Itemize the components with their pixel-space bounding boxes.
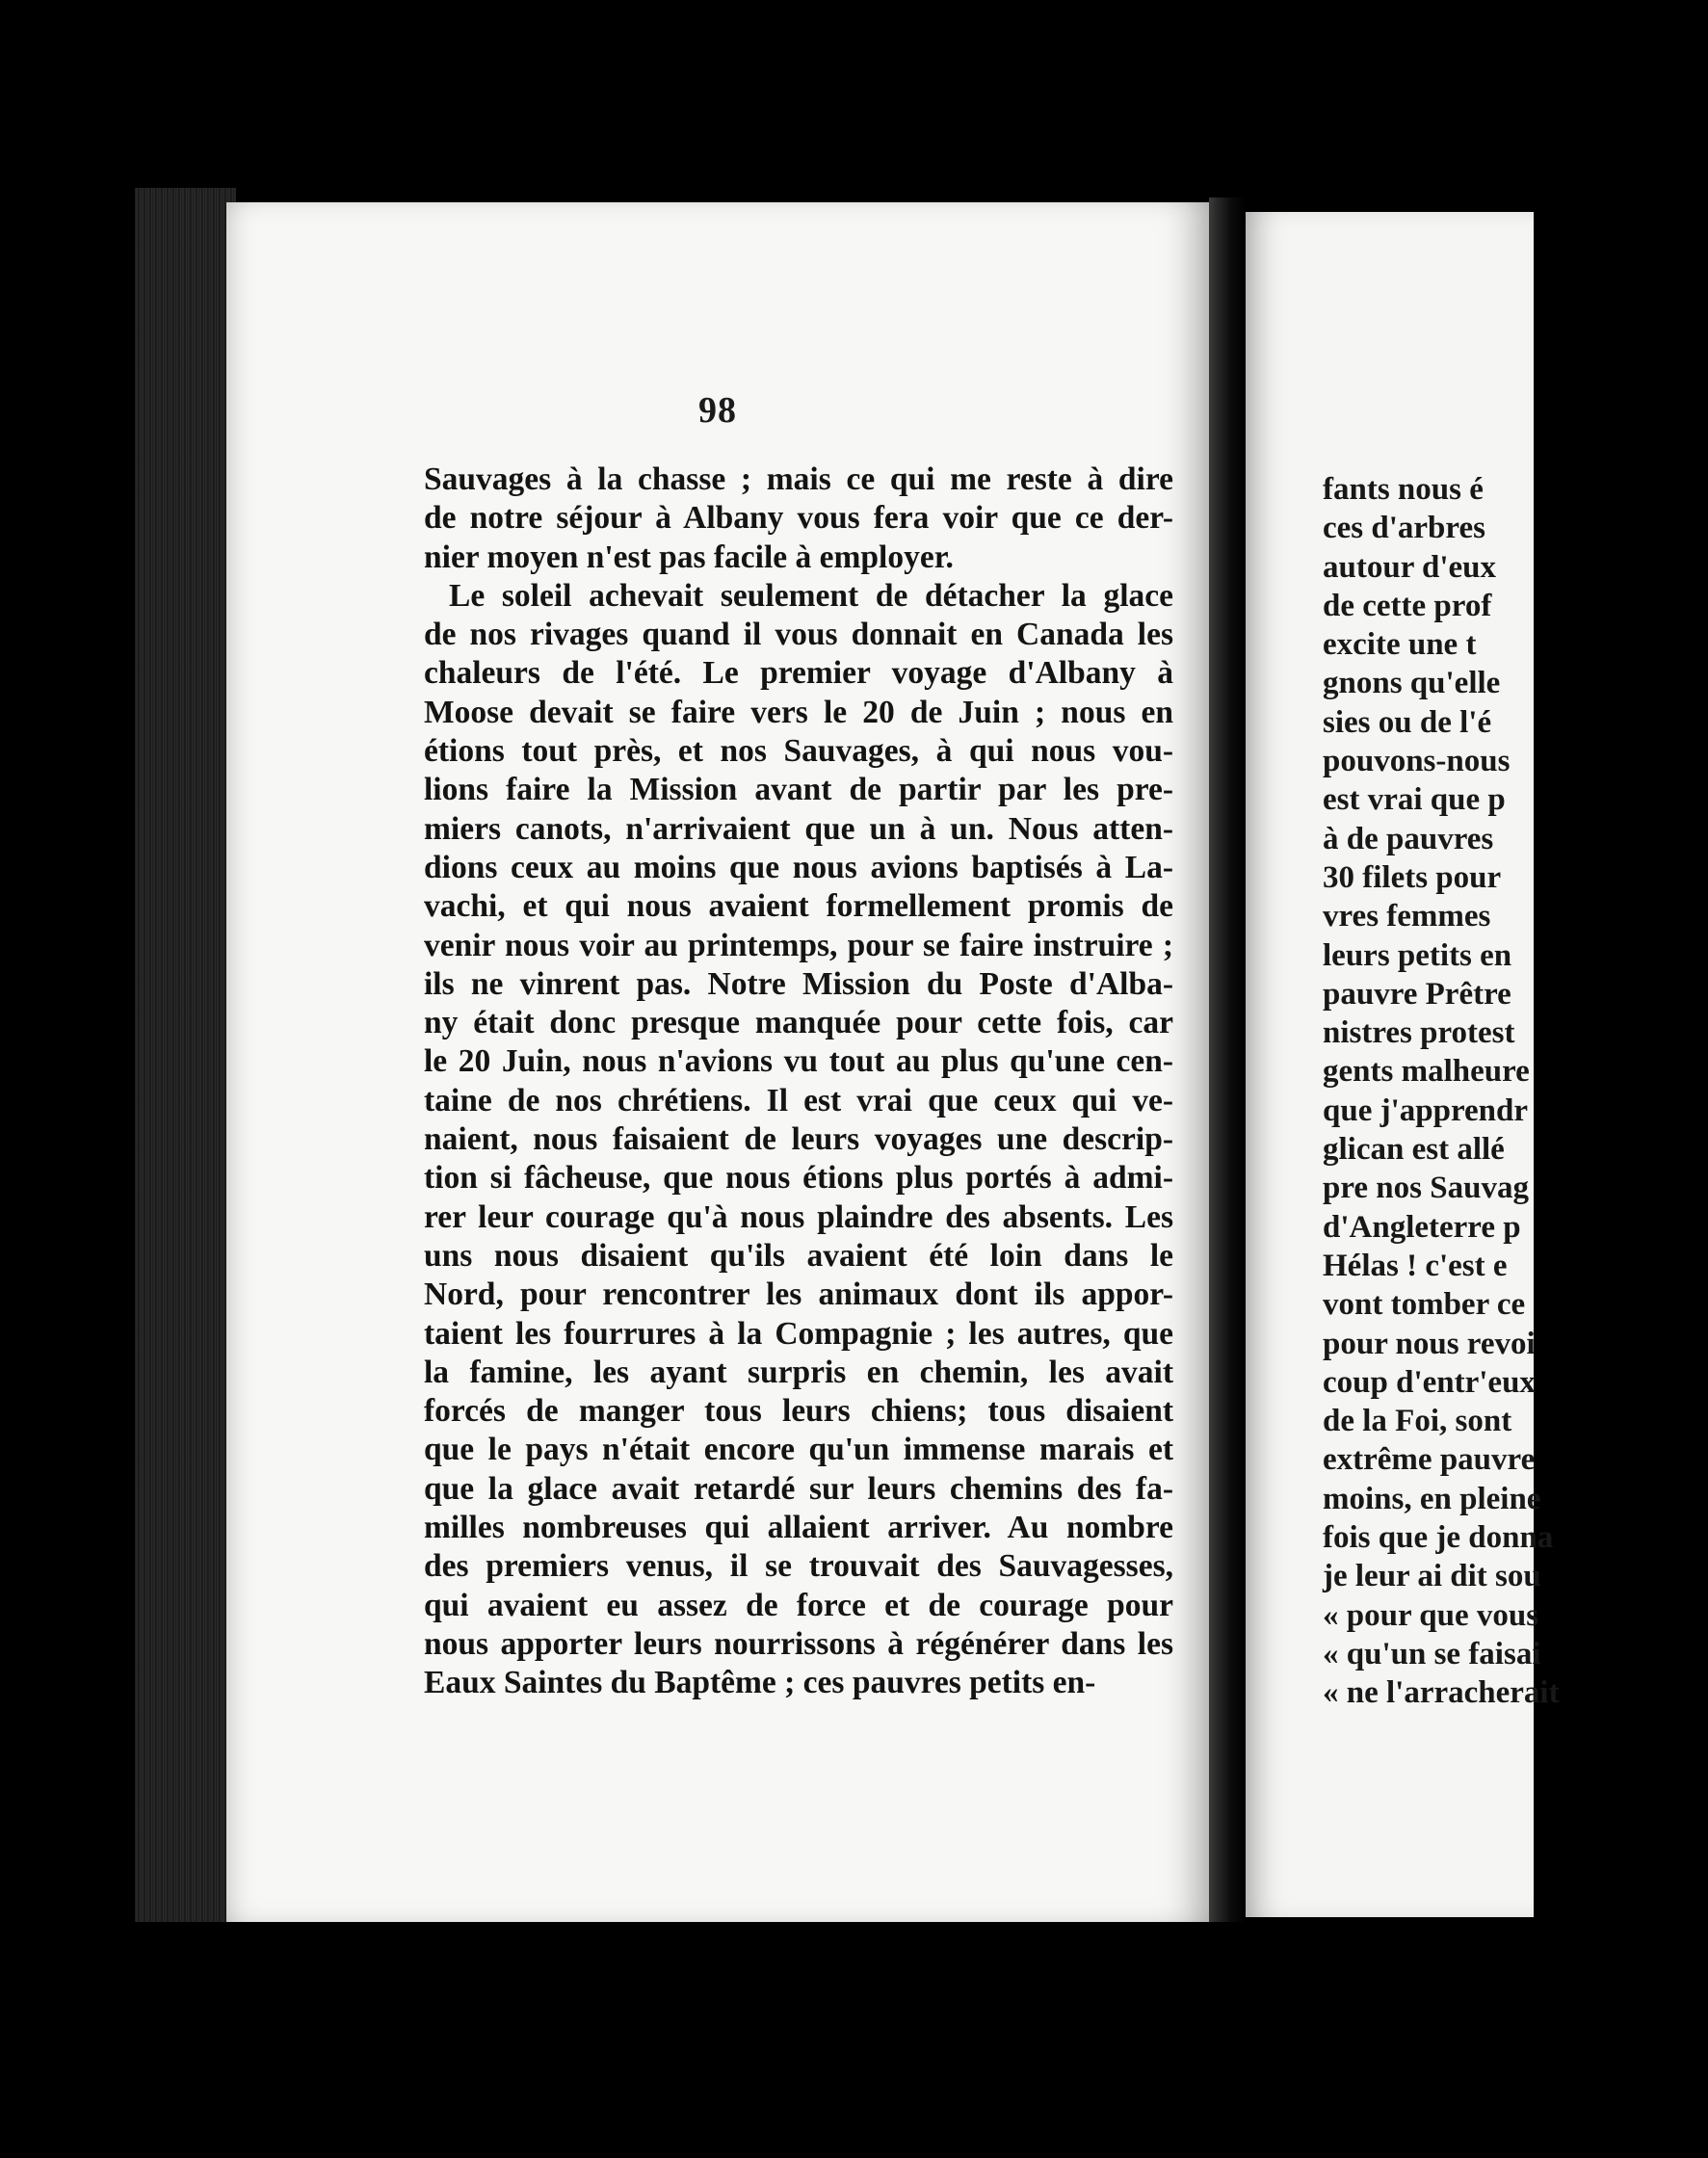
text-line: Moose devait se faire vers le 20 de Juin ; nous en [424, 694, 1173, 730]
text-line: que le pays n'était encore qu'un immense marais et [424, 1432, 1173, 1468]
text-line: « ne l'arracherait [1323, 1675, 1560, 1711]
text-line: lions faire la Mission avant de partir par les pre- [424, 772, 1173, 808]
text-line: « pour que vous [1323, 1597, 1539, 1633]
text-line: milles nombreuses qui allaient arriver. Au nombre [424, 1510, 1173, 1546]
text-line: pour nous revoi [1323, 1326, 1536, 1361]
text-line: de nos rivages quand il vous donnait en Canada les [424, 617, 1173, 653]
text-line: qui avaient eu assez de force et de courage pour [424, 1587, 1173, 1623]
text-line: nier moyen n'est pas facile à employer. [424, 539, 954, 575]
text-line: forcés de manger tous leurs chiens; tous disaient [424, 1393, 1173, 1430]
text-line: fois que je donna [1323, 1520, 1554, 1556]
text-line: que la glace avait retardé sur leurs chemins des fa- [424, 1470, 1173, 1507]
text-line: nistres protest [1323, 1015, 1515, 1051]
text-line: gents malheure [1323, 1054, 1530, 1090]
text-line: naient, nous faisaient de leurs voyages une descrip- [424, 1121, 1173, 1158]
text-line: pouvons-nous [1323, 744, 1511, 779]
text-line: dions ceux au moins que nous avions baptisés à La- [424, 849, 1173, 885]
text-line: que j'apprendr [1323, 1092, 1529, 1128]
text-line: ny était donc presque manquée pour cette fois, car [424, 1005, 1173, 1041]
text-line: je leur ai dit sou [1323, 1559, 1541, 1594]
text-line: moins, en pleine [1323, 1481, 1541, 1516]
text-line: Sauvages à la chasse ; mais ce qui me reste à dire [424, 461, 1173, 497]
text-line: coup d'entr'eux [1323, 1364, 1536, 1400]
book-gutter [1209, 197, 1246, 1922]
text-line: glican est allé [1323, 1132, 1505, 1168]
text-line: nous apporter leurs nourrissons à régénérer dans les [424, 1625, 1173, 1662]
text-line: uns nous disaient qu'ils avaient été loin dans le [424, 1237, 1173, 1274]
text-line: miers canots, n'arrivaient que un à un. Nous atten- [424, 810, 1173, 847]
text-line: vres femmes [1323, 899, 1491, 934]
text-line: de notre séjour à Albany vous fera voir que ce der- [424, 500, 1173, 537]
text-line: 30 filets pour [1323, 859, 1502, 895]
text-line: gnons qu'elle [1323, 666, 1501, 701]
text-line: à de pauvres [1323, 821, 1494, 856]
text-line: ces d'arbres [1323, 511, 1485, 546]
text-line: Nord, pour rencontrer les animaux dont ils appor- [424, 1276, 1173, 1313]
text-line: excite une t [1323, 627, 1477, 663]
text-line: des premiers venus, il se trouvait des Sauvagesses, [424, 1548, 1173, 1585]
left-page-text [424, 461, 1173, 1703]
text-line: taine de nos chrétiens. Il est vrai que ceux qui ve- [424, 1082, 1173, 1118]
text-line: étions tout près, et nos Sauvages, à qui nous vou- [424, 733, 1173, 770]
text-line: d'Angleterre p [1323, 1209, 1521, 1245]
text-line: est vrai que p [1323, 782, 1506, 818]
text-line: pre nos Sauvag [1323, 1171, 1529, 1206]
text-line: le 20 Juin, nous n'avions vu tout au plus qu'une cen- [424, 1043, 1173, 1080]
text-line: ils ne vinrent pas. Notre Mission du Poste d'Alba- [424, 965, 1173, 1002]
page-number: 98 [698, 390, 737, 431]
text-line: pauvre Prêtre [1323, 976, 1511, 1012]
text-line: rer leur courage qu'à nous plaindre des absents. Les [424, 1198, 1173, 1235]
text-line: sies ou de l'é [1323, 704, 1492, 740]
text-line: « qu'un se faisai [1323, 1636, 1541, 1671]
right-page [1246, 212, 1560, 1917]
text-line: vachi, et qui nous avaient formellement promis de [424, 888, 1173, 925]
text-line: autour d'eux [1323, 549, 1497, 585]
text-line: la famine, les ayant surpris en chemin, les avait [424, 1354, 1173, 1390]
book-page-edges [135, 188, 236, 1922]
left-page [226, 202, 1209, 1922]
text-line: de la Foi, sont [1323, 1404, 1512, 1439]
right-page-text [1323, 470, 1708, 1713]
text-line: Hélas ! c'est e [1323, 1248, 1508, 1283]
text-line: chaleurs de l'été. Le premier voyage d'Albany à [424, 655, 1173, 692]
text-line: venir nous voir au printemps, pour se faire instruire ; [424, 927, 1173, 963]
text-line: vont tomber ce [1323, 1287, 1526, 1323]
text-line: Le soleil achevait seulement de détacher la glace [449, 577, 1173, 614]
text-line: tion si fâcheuse, que nous étions plus portés à admi- [424, 1160, 1173, 1197]
text-line: leurs petits en [1323, 937, 1512, 973]
text-line: extrême pauvre [1323, 1442, 1536, 1478]
text-line: taient les fourrures à la Compagnie ; les autres, que [424, 1315, 1173, 1352]
text-line: Eaux Saintes du Baptême ; ces pauvres petits en- [424, 1665, 1096, 1701]
text-line: fants nous é [1323, 472, 1484, 507]
text-line: de cette prof [1323, 588, 1492, 623]
